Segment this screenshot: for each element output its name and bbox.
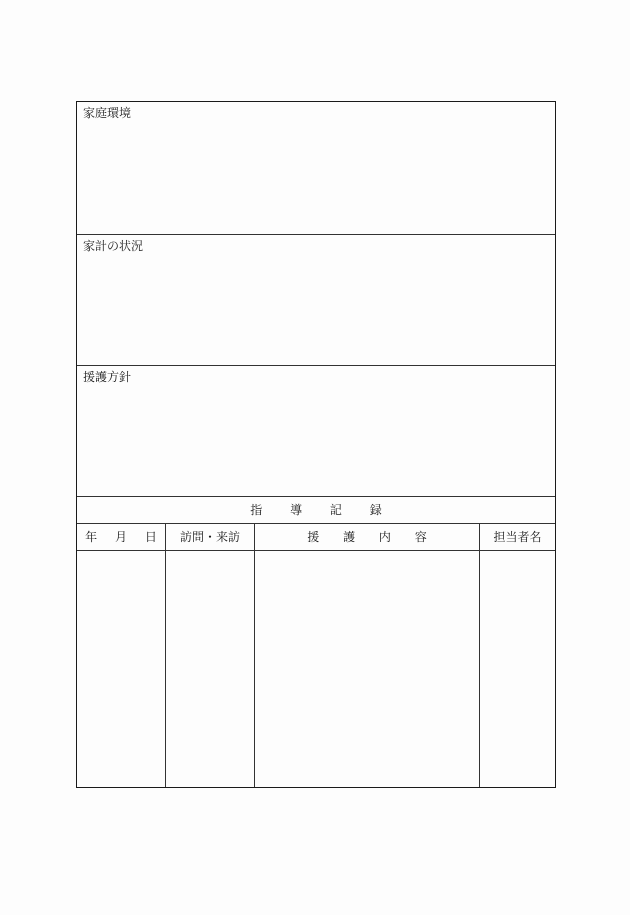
date-column-header	[77, 524, 165, 551]
records-title-char: 録	[369, 503, 382, 517]
content-header-char: 援	[307, 530, 320, 544]
support-content-column	[255, 524, 480, 787]
content-header-char: 容	[414, 530, 427, 544]
support-content-column-header	[255, 524, 479, 551]
records-title-char: 指	[250, 503, 263, 517]
staff-name-column	[480, 524, 555, 787]
date-header-char: 月	[114, 530, 127, 544]
support-policy-section	[77, 366, 555, 497]
records-title-char: 導	[290, 503, 303, 517]
household-finances-label: 家計の状況	[83, 239, 144, 253]
visit-type-column-header: 訪問・来訪	[166, 524, 254, 551]
date-header-char: 日	[144, 530, 157, 544]
staff-name-column-header: 担当者名	[480, 524, 555, 551]
support-policy-label: 援護方針	[83, 370, 132, 384]
household-finances-section	[77, 235, 555, 366]
date-column	[77, 524, 166, 787]
date-header-char: 年	[85, 530, 98, 544]
guidance-records-title	[77, 497, 555, 524]
content-header-char: 内	[378, 530, 391, 544]
visit-type-column	[166, 524, 255, 787]
guidance-form	[76, 101, 556, 788]
records-title-char: 記	[329, 503, 342, 517]
content-header-char: 護	[343, 530, 356, 544]
home-environment-section	[77, 102, 555, 235]
home-environment-label: 家庭環境	[83, 106, 132, 120]
